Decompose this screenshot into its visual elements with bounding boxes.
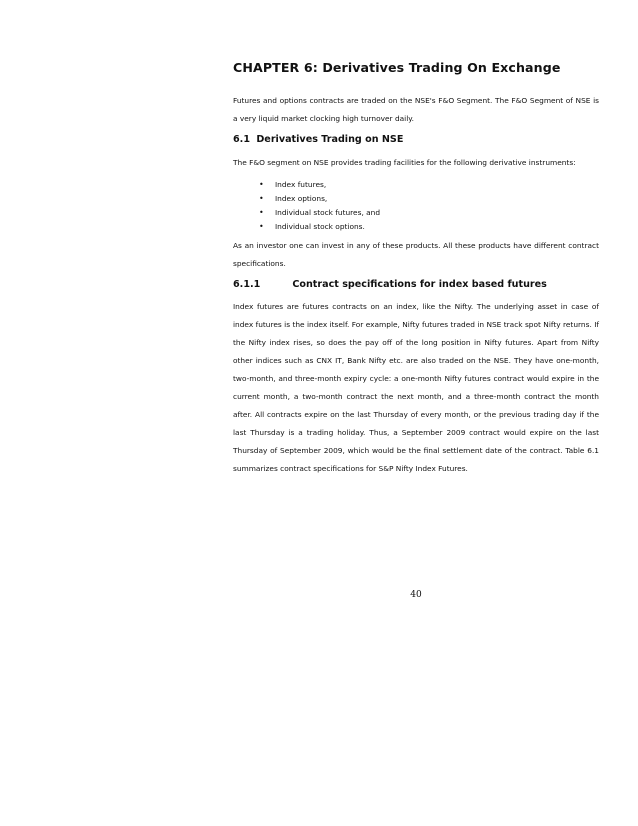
list-item: [259, 220, 380, 234]
page-number: 40: [410, 590, 422, 600]
bullet-icon: •: [259, 208, 264, 217]
bullet-icon: •: [259, 180, 264, 189]
list-item-text: Individual stock options.: [275, 222, 365, 231]
instrument-list: [259, 178, 380, 234]
section-6-1-1-number: 6.1.1: [233, 279, 261, 290]
section-6-1-intro-paragraph: The F&O segment on NSE provides trading facilities for the following derivative instruments:: [233, 158, 576, 167]
list-item-text: Individual stock futures, and: [275, 208, 381, 217]
chapter-intro-paragraph: Futures and options contracts are traded on the NSE's F&O Segment. The F&O Segment of NSE is a very liquid market clocking high turnover daily.: [233, 96, 599, 123]
list-item-text: Index options,: [275, 194, 328, 203]
chapter-title: CHAPTER 6: Derivatives Trading On Exchange: [233, 60, 561, 75]
list-item: [259, 192, 380, 206]
section-6-1-1-body-paragraph: Index futures are futures contracts on an index, like the Nifty. The underlying asset in case of index futures is the index itself. For example, Nifty futures traded in NSE track spot Nifty returns. If the Nifty index rises, so does the pay off of the long position in Nifty futures. Apart from Nifty other indices such as CNX IT, Bank Nifty etc. are also traded on the NSE. They have one-month, two-month, and three-month expiry cycle: a one-month Nifty futures contract would expire in the current month, a two-month contract the next month, and a three-month contract the month after. All contracts expire on the last Thursday of every month, or the previous trading day if the last Thursday is a trading holiday. Thus, a September 2009 contract would expire on the last Thursday of September 2009, which would be the final settlement date of the contract. Table 6.1 summarizes contract specifications for S&P Nifty Index Futures.: [233, 302, 599, 473]
section-6-1-title: Derivatives Trading on NSE: [256, 134, 404, 145]
section-6-1-1-heading: [233, 279, 547, 290]
list-item: [259, 178, 380, 192]
bullet-icon: •: [259, 222, 264, 231]
list-item-text: Index futures,: [275, 180, 327, 189]
section-6-1-1-title: Contract specifications for index based futures: [292, 279, 547, 290]
section-6-1-number: 6.1: [233, 134, 250, 145]
bullet-icon: •: [259, 194, 264, 203]
section-6-1-outro-paragraph: As an investor one can invest in any of these products. All these products have different contract specifications.: [233, 241, 599, 268]
section-6-1-heading: [233, 134, 403, 145]
list-item: [259, 206, 380, 220]
